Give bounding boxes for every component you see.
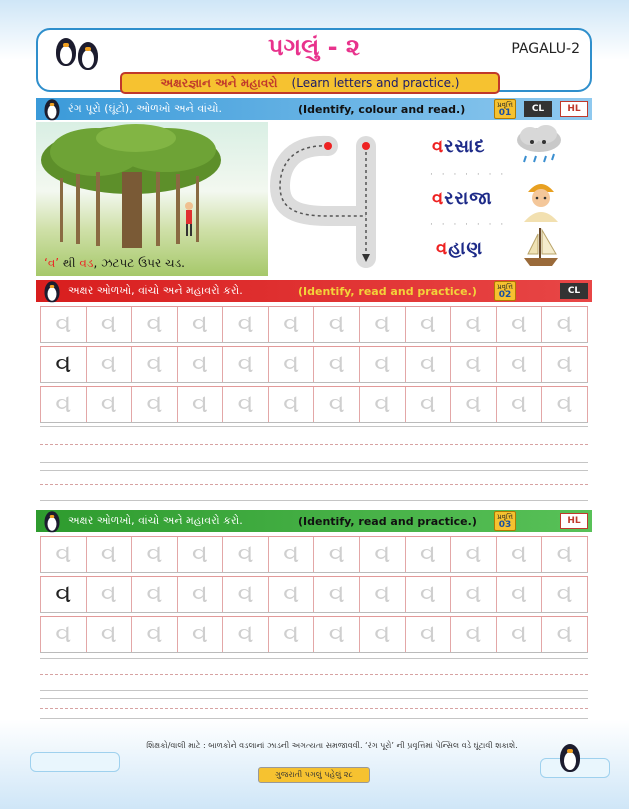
writing-line: [40, 484, 588, 485]
page-number: ગુજરાતી પગલું પહેલું ૨૮: [258, 767, 370, 783]
practice-cell[interactable]: [131, 616, 177, 652]
practice-cell[interactable]: [222, 576, 268, 612]
writing-line: [40, 698, 588, 699]
practice-letter: વ: [374, 309, 391, 339]
practice-cell[interactable]: [359, 386, 405, 422]
section3-bar: [36, 510, 592, 532]
practice-letter: વ: [556, 309, 573, 339]
practice-cell[interactable]: [450, 576, 496, 612]
practice-cell[interactable]: [359, 616, 405, 652]
section1-instruction-gujarati: રંગ પૂરો (ઘૂંટો), ઓળખો અને વાંચો.: [68, 102, 222, 115]
guide-line: [40, 536, 588, 537]
practice-cell[interactable]: [131, 306, 177, 342]
practice-cell[interactable]: [541, 306, 588, 342]
practice-letter: વ: [328, 389, 345, 419]
practice-letter: વ: [510, 579, 528, 609]
practice-cell[interactable]: [268, 306, 314, 342]
practice-cell[interactable]: [40, 386, 86, 422]
practice-cell[interactable]: [40, 536, 86, 572]
practice-cell[interactable]: [86, 346, 132, 382]
guide-line: [40, 652, 588, 653]
illustration-caption: ‘વ’ થી વડ, ઝટપટ ઉપર ચડ.: [44, 256, 185, 270]
guide-line: [40, 346, 588, 347]
practice-letter: વ: [419, 309, 437, 339]
tracing-row: [40, 346, 588, 382]
practice-letter: વ: [465, 309, 482, 339]
writing-line: [40, 718, 588, 719]
penguin-icon: [42, 508, 63, 534]
tracing-row: [40, 536, 588, 572]
groom-icon: [516, 178, 566, 222]
word-vahan: વહાણ: [436, 238, 484, 259]
practice-cell[interactable]: [86, 306, 132, 342]
practice-cell[interactable]: [496, 306, 542, 342]
guide-line: [40, 422, 588, 423]
tracing-row: [40, 576, 588, 612]
practice-letter: વ: [374, 539, 391, 569]
practice-letter: વ: [146, 349, 163, 379]
section3-instruction-english: (Identify, read and practice.): [298, 514, 477, 528]
practice-letter: વ: [419, 349, 437, 379]
practice-letter: વ: [283, 579, 300, 609]
practice-cell[interactable]: [313, 616, 359, 652]
writing-line: [40, 500, 588, 501]
practice-letter: વ: [510, 389, 528, 419]
practice-letter: વ: [465, 619, 482, 649]
practice-letter: વ: [419, 389, 437, 419]
practice-cell[interactable]: [405, 536, 451, 572]
practice-letter: વ: [556, 579, 573, 609]
practice-cell[interactable]: [359, 576, 405, 612]
practice-cell[interactable]: [86, 386, 132, 422]
practice-letter: વ: [419, 619, 437, 649]
practice-cell[interactable]: [86, 616, 132, 652]
section1-instruction-english: (Identify, colour and read.): [298, 102, 466, 116]
practice-grid-2: [40, 536, 588, 720]
practice-cell[interactable]: [40, 616, 86, 652]
practice-letter: વ: [328, 539, 345, 569]
ice-floe-icon: [30, 752, 120, 772]
practice-cell[interactable]: [359, 306, 405, 342]
practice-letter: વ: [283, 389, 300, 419]
practice-cell[interactable]: [450, 386, 496, 422]
practice-cell[interactable]: [450, 306, 496, 342]
practice-cell[interactable]: [541, 386, 588, 422]
practice-letter: વ: [55, 539, 72, 569]
practice-letter: વ: [100, 619, 117, 649]
tracing-row: [40, 386, 588, 422]
practice-letter: વ: [146, 579, 163, 609]
section1-bar: [36, 98, 592, 120]
practice-letter: વ: [55, 619, 72, 649]
practice-letter: વ: [283, 619, 300, 649]
practice-cell[interactable]: [268, 536, 314, 572]
tracing-letter-va: [258, 130, 398, 276]
practice-cell[interactable]: [222, 616, 268, 652]
guide-line: [40, 342, 588, 343]
practice-cell[interactable]: [541, 346, 588, 382]
guide-line: [40, 386, 588, 387]
banyan-tree-illustration: [36, 122, 268, 276]
section2-instruction-english: (Identify, read and practice.): [298, 284, 477, 298]
practice-cell[interactable]: [450, 346, 496, 382]
teacher-note: શિક્ષકો/વાલી માટે : બાળકોને વડલાનાં ઝાડની અગત્યતા સમજાવવી. ‘રંગ પૂરો’ ની પ્રવૃત્તિમાં પેન્સિલ વડે ઘૂંટાવી શકાશે.: [146, 741, 518, 750]
practice-cell[interactable]: [405, 616, 451, 652]
practice-cell[interactable]: [405, 386, 451, 422]
practice-cell[interactable]: [40, 346, 86, 382]
penguin-icon: [42, 278, 63, 304]
subtitle-gujarati: અક્ષરજ્ઞાન અને મહાવરો: [160, 75, 278, 90]
writing-line: [40, 462, 588, 463]
practice-cell[interactable]: [268, 576, 314, 612]
practice-cell[interactable]: [268, 346, 314, 382]
practice-cell[interactable]: [86, 536, 132, 572]
practice-letter: વ: [328, 579, 345, 609]
tracing-row: [40, 306, 588, 342]
practice-cell[interactable]: [177, 386, 223, 422]
dot-separator: · · · · · · ·: [430, 220, 507, 230]
penguin-icon: [42, 96, 63, 122]
practice-letter: વ: [100, 309, 117, 339]
word-varraja: વરરાજા: [432, 188, 493, 209]
guide-line: [40, 576, 588, 577]
practice-cell[interactable]: [405, 346, 451, 382]
practice-letter: વ: [465, 539, 482, 569]
practice-letter: વ: [237, 579, 254, 609]
practice-cell[interactable]: [359, 536, 405, 572]
practice-letter: વ: [237, 619, 254, 649]
practice-letter: વ: [328, 309, 345, 339]
rain-cloud-icon: [514, 124, 564, 168]
practice-letter: વ: [191, 619, 209, 649]
tag-hl: HL: [560, 101, 588, 117]
practice-letter: વ: [146, 389, 163, 419]
guide-line: [40, 572, 588, 573]
practice-letter: વ: [419, 579, 437, 609]
subtitle-english: (Learn letters and practice.): [291, 76, 460, 90]
section2-bar: [36, 280, 592, 302]
practice-cell[interactable]: [450, 536, 496, 572]
practice-cell[interactable]: [496, 536, 542, 572]
word-varsad: વરસાદ: [432, 136, 486, 157]
guide-line: [40, 306, 588, 307]
practice-letter: વ: [419, 539, 437, 569]
practice-letter: વ: [283, 349, 300, 379]
practice-cell[interactable]: [496, 346, 542, 382]
tracing-row: [40, 616, 588, 652]
practice-letter: વ: [100, 389, 117, 419]
activity-badge: પ્રવૃત્તિ 01: [494, 99, 516, 119]
practice-cell[interactable]: [313, 306, 359, 342]
practice-cell[interactable]: [496, 386, 542, 422]
practice-letter: વ: [374, 579, 391, 609]
practice-letter: વ: [465, 579, 482, 609]
boat-icon: [516, 226, 566, 270]
practice-cell[interactable]: [313, 386, 359, 422]
practice-letter: વ: [374, 389, 391, 419]
practice-letter: વ: [100, 579, 117, 609]
section2-instruction-gujarati: અક્ષર ઓળખો, વાંચો અને મહાવરો કરો.: [68, 284, 243, 297]
banyan-tree-icon: [36, 122, 268, 276]
practice-cell[interactable]: [541, 616, 588, 652]
practice-letter: વ: [191, 539, 209, 569]
practice-letter: વ: [55, 309, 72, 339]
practice-letter: વ: [55, 349, 72, 379]
practice-letter: વ: [556, 539, 573, 569]
practice-cell[interactable]: [450, 616, 496, 652]
practice-letter: વ: [374, 349, 391, 379]
practice-cell[interactable]: [541, 576, 588, 612]
practice-letter: વ: [510, 619, 528, 649]
page-subtitle: [120, 72, 500, 94]
practice-cell[interactable]: [177, 616, 223, 652]
practice-letter: વ: [237, 309, 254, 339]
practice-cell[interactable]: [177, 306, 223, 342]
practice-cell[interactable]: [541, 536, 588, 572]
practice-cell[interactable]: [496, 576, 542, 612]
practice-letter: વ: [55, 389, 72, 419]
practice-letter: વ: [374, 619, 391, 649]
guide-line: [40, 616, 588, 617]
practice-cell[interactable]: [405, 306, 451, 342]
practice-letter: વ: [328, 619, 345, 649]
practice-cell[interactable]: [405, 576, 451, 612]
guide-line: [40, 382, 588, 383]
practice-letter: વ: [146, 619, 163, 649]
practice-letter: વ: [146, 309, 163, 339]
writing-line: [40, 426, 588, 427]
letter-tracing-guide: [258, 130, 398, 276]
writing-line: [40, 444, 588, 445]
practice-cell[interactable]: [131, 386, 177, 422]
practice-cell[interactable]: [177, 536, 223, 572]
practice-letter: વ: [191, 389, 209, 419]
practice-cell[interactable]: [177, 346, 223, 382]
penguin-icon: [556, 740, 584, 774]
practice-letter: વ: [237, 389, 254, 419]
tag-hl: HL: [560, 513, 588, 529]
writing-line: [40, 690, 588, 691]
tag-cl: CL: [524, 101, 552, 117]
practice-cell[interactable]: [268, 386, 314, 422]
practice-letter: વ: [100, 539, 117, 569]
practice-letter: વ: [556, 619, 573, 649]
practice-letter: વ: [510, 309, 528, 339]
practice-letter: વ: [237, 539, 254, 569]
writing-line: [40, 708, 588, 709]
activity-badge: પ્રવૃત્તિ 02: [494, 281, 516, 301]
practice-cell[interactable]: [313, 346, 359, 382]
activity-badge: પ્રવૃત્તિ 03: [494, 511, 516, 531]
practice-letter: વ: [283, 539, 300, 569]
page-title: પગલું - ૨: [268, 33, 360, 61]
practice-grid-1: [40, 306, 588, 502]
practice-cell[interactable]: [222, 306, 268, 342]
writing-line: [40, 674, 588, 675]
practice-cell[interactable]: [40, 306, 86, 342]
practice-cell[interactable]: [313, 536, 359, 572]
practice-letter: વ: [510, 349, 528, 379]
practice-cell[interactable]: [268, 616, 314, 652]
section3-instruction-gujarati: અક્ષર ઓળખો, વાંચો અને મહાવરો કરો.: [68, 514, 243, 527]
practice-cell[interactable]: [131, 346, 177, 382]
writing-line: [40, 470, 588, 471]
practice-letter: વ: [328, 349, 345, 379]
practice-letter: વ: [146, 539, 163, 569]
practice-cell[interactable]: [222, 346, 268, 382]
practice-cell[interactable]: [40, 576, 86, 612]
dot-separator: · · · · · · ·: [430, 170, 507, 180]
practice-letter: વ: [191, 579, 209, 609]
practice-letter: વ: [465, 349, 482, 379]
practice-letter: વ: [465, 389, 482, 419]
writing-line: [40, 658, 588, 659]
practice-letter: વ: [100, 349, 117, 379]
practice-cell[interactable]: [177, 576, 223, 612]
practice-cell[interactable]: [222, 386, 268, 422]
guide-line: [40, 612, 588, 613]
tag-cl: CL: [560, 283, 588, 299]
practice-cell[interactable]: [131, 576, 177, 612]
practice-letter: વ: [510, 539, 528, 569]
practice-letter: વ: [556, 349, 573, 379]
practice-cell[interactable]: [131, 536, 177, 572]
practice-cell[interactable]: [222, 536, 268, 572]
practice-letter: વ: [237, 349, 254, 379]
practice-letter: વ: [191, 349, 209, 379]
practice-cell[interactable]: [496, 616, 542, 652]
practice-cell[interactable]: [359, 346, 405, 382]
practice-cell[interactable]: [313, 576, 359, 612]
practice-letter: વ: [556, 389, 573, 419]
practice-letter: વ: [283, 309, 300, 339]
practice-letter: વ: [55, 579, 72, 609]
practice-letter: વ: [191, 309, 209, 339]
page-code: PAGALU-2: [511, 41, 580, 57]
practice-cell[interactable]: [86, 576, 132, 612]
